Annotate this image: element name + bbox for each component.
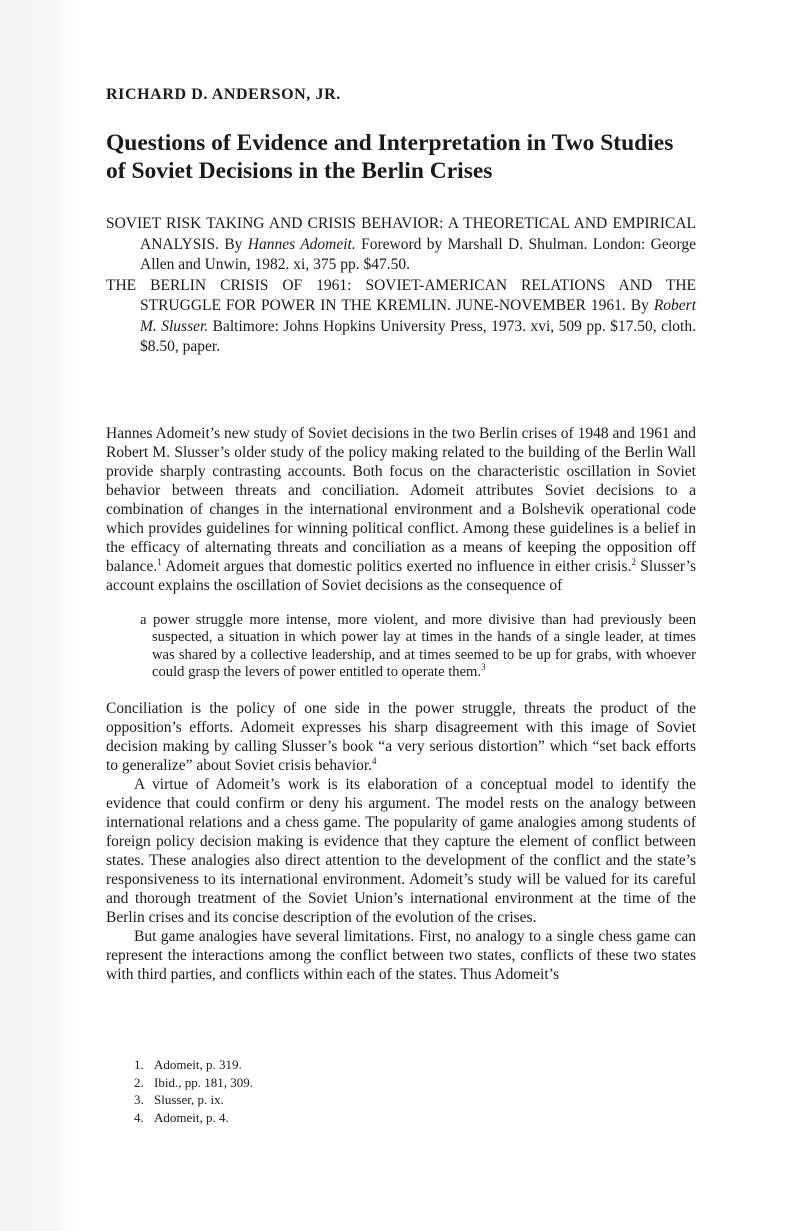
body-paragraph-1 — [106, 424, 696, 595]
book-reference-1 — [106, 214, 696, 276]
footnote-text: Ibid., pp. 181, 309. — [154, 1074, 253, 1090]
footnote-text: Adomeit, p. 319. — [154, 1057, 242, 1072]
footnote-text: Adomeit, p. 4. — [154, 1109, 229, 1125]
footnote-ref-1: 1 — [157, 556, 162, 567]
book-2-details: Baltimore: Johns Hopkins University Press, 1973. xvi, 509 pp. $17.50, cloth. $8.50, paper. — [140, 317, 696, 355]
book-1-author: Hannes Adomeit. — [247, 235, 356, 253]
footnote-number: 4. — [134, 1109, 144, 1125]
footnote — [134, 1109, 253, 1127]
book-1-details: Foreword by Marshall D. Shulman. London: George Allen and Unwin, 1982. xi, 375 pp. $47.50. — [140, 235, 697, 273]
book-1-title: SOVIET RISK TAKING AND CRISIS BEHAVIOR: A THEORETICAL AND EMPIRICAL ANALYSIS. — [106, 215, 696, 253]
footnote-text: Slusser, p. ix. — [154, 1092, 224, 1107]
footnotes — [134, 1056, 253, 1126]
reviewed-books — [106, 214, 696, 358]
article-content — [106, 82, 696, 984]
book-2-title: THE BERLIN CRISIS OF 1961: SOVIET-AMERICAN RELATIONS AND THE STRUGGLE FOR POWER IN THE KREMLIN. JUNE-NOVEMBER 1961. — [106, 276, 696, 314]
paragraph-1-text-b: Adomeit argues that domestic politics exerted no influence in either crisis. — [161, 557, 632, 575]
paragraph-1-text: Hannes Adomeit’s new study of Soviet decisions in the two Berlin crises of 1948 and 1961 and Robert M. Slusser’s older study of the policy making related to the building of the Berlin Wall provide sharply contrasting accounts. Both focus on the characteristic oscillation in Soviet behavior between threats and conciliation. Adomeit attributes Soviet decisions to a combination of changes in the international environment and a Bolshevik operational code which provides guidelines for winning political conflict. Among these guidelines is a belief in the efficacy of alternating threats and conciliation as a means of keeping the opposition off balance. — [106, 424, 696, 575]
body-paragraph-4: But game analogies have several limitations. First, no analogy to a single chess game can represent the interactions among the conflict between two states, conflicts of these two states with third parties, and conflicts within each of the states. Thus Adomeit’s — [106, 927, 696, 983]
footnote-ref-3: 3 — [481, 662, 486, 673]
book-reference-2 — [106, 276, 696, 358]
footnote-number: 3. — [134, 1092, 144, 1107]
footnote-ref-4: 4 — [372, 755, 377, 766]
article-body — [106, 424, 696, 984]
book-2-author: Robert M. Slusser. — [140, 297, 697, 335]
footnote-ref-2: 2 — [631, 556, 636, 567]
block-quote — [140, 612, 696, 682]
footnote-number: 2. — [134, 1074, 144, 1090]
article-title: Questions of Evidence and Interpretation in Two Studies of Soviet Decisions in the Berlin Crises — [106, 130, 674, 184]
author-name: RICHARD D. ANDERSON, JR. — [106, 86, 341, 103]
quote-text: a power struggle more intense, more violent, and more divisive than had previously been suspected, a situation in which power lay at times in the hands of a single leader, at times was shared by a collective leadership, and at times seemed to be up for grabs, with whoever could grasp the levers of power entitled to operate them. — [140, 611, 696, 680]
footnote — [134, 1056, 253, 1074]
paragraph-1-text-c: Slusser’s account explains the oscillation of Soviet decisions as the consequence of — [106, 557, 697, 594]
book-2-by: By — [630, 297, 649, 314]
scan-edge-shade — [0, 0, 84, 1231]
footnote-number: 1. — [134, 1057, 144, 1072]
body-paragraph-3: A virtue of Adomeit’s work is its elaboration of a conceptual model to identify the evidence that could confirm or deny his argument. The model rests on the analogy between international relations and a chess game. The popularity of game analogies among students of foreign policy decision making is evidence that they capture the element of conflict between states. These analogies also direct attention to the development of the conflict and the state’s responsiveness to its international environment. Adomeit’s study will be valued for its careful and thorough treatment of the Soviet Union’s international environment at the time of the Berlin crises and its concise description of the evolution of the crises. — [106, 775, 696, 926]
footnote — [134, 1074, 253, 1092]
footnote — [134, 1091, 253, 1109]
paragraph-2-text: Conciliation is the policy of one side in the power struggle, threats the product of the opposition’s efforts. Adomeit expresses his sharp disagreement with this image of Soviet decision making by calling Slusser’s book “a very serious distortion” which “set back efforts to generalize” about Soviet crisis behavior. — [106, 699, 696, 774]
book-1-by: By — [224, 235, 243, 253]
body-paragraph-2 — [106, 699, 696, 775]
